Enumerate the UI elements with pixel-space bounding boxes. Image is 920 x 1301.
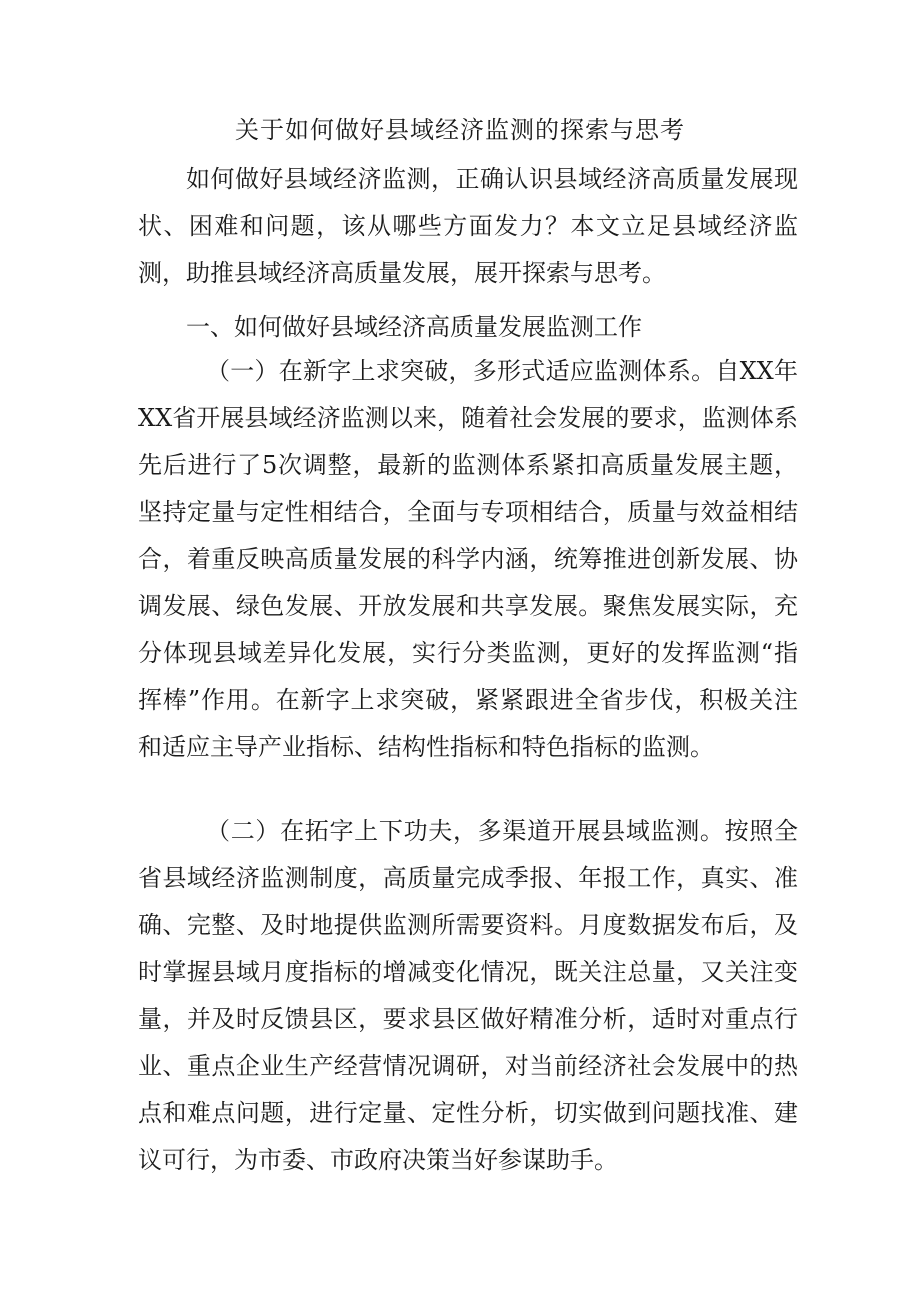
section-heading: 一、如何做好县域经济高质量发展监测工作	[186, 313, 642, 341]
subsection-two-paragraph: （二）在拓字上下功夫，多渠道开展县域监测。按照全省县域经济监测制度，高质量完成季报、年报工作，真实、准确、完整、及时地提供监测所需要资料。月度数据发布后，及时掌握县域月度指标的增减变化情况，既关注总量，又关注变量，并及时反馈县区，要求县区做好精准分析，适时对重点行业、重点企业生产经营情况调研，对当前经济社会发展中的热点和难点问题，进行定量、定性分析，切实做到问题找准、建议可行，为市委、市政府决策当好参谋助手。	[138, 817, 798, 1174]
intro-paragraph: 如何做好县域经济监测，正确认识县域经济高质量发展现状、困难和问题，该从哪些方面发力？本文立足县域经济监测，助推县域经济高质量发展，展开探索与思考。	[138, 165, 798, 287]
document-title: 关于如何做好县域经济监测的探索与思考	[235, 116, 685, 144]
subsection-one-paragraph: （一）在新字上求突破，多形式适应监测体系。自XX年XX省开展县域经济监测以来，随着社会发展的要求，监测体系先后进行了5次调整，最新的监测体系紧扣高质量发展主题，坚持定量与定性相结合，全面与专项相结合，质量与效益相结合，着重反映高质量发展的科学内涵，统筹推进创新发展、协调发展、绿色发展、开放发展和共享发展。聚焦发展实际，充分体现县域差异化发展，实行分类监测，更好的发挥监测“指挥棒”作用。在新字上求突破，紧紧跟进全省步伐，积极关注和适应主导产业指标、结构性指标和特色指标的监测。	[138, 357, 798, 761]
